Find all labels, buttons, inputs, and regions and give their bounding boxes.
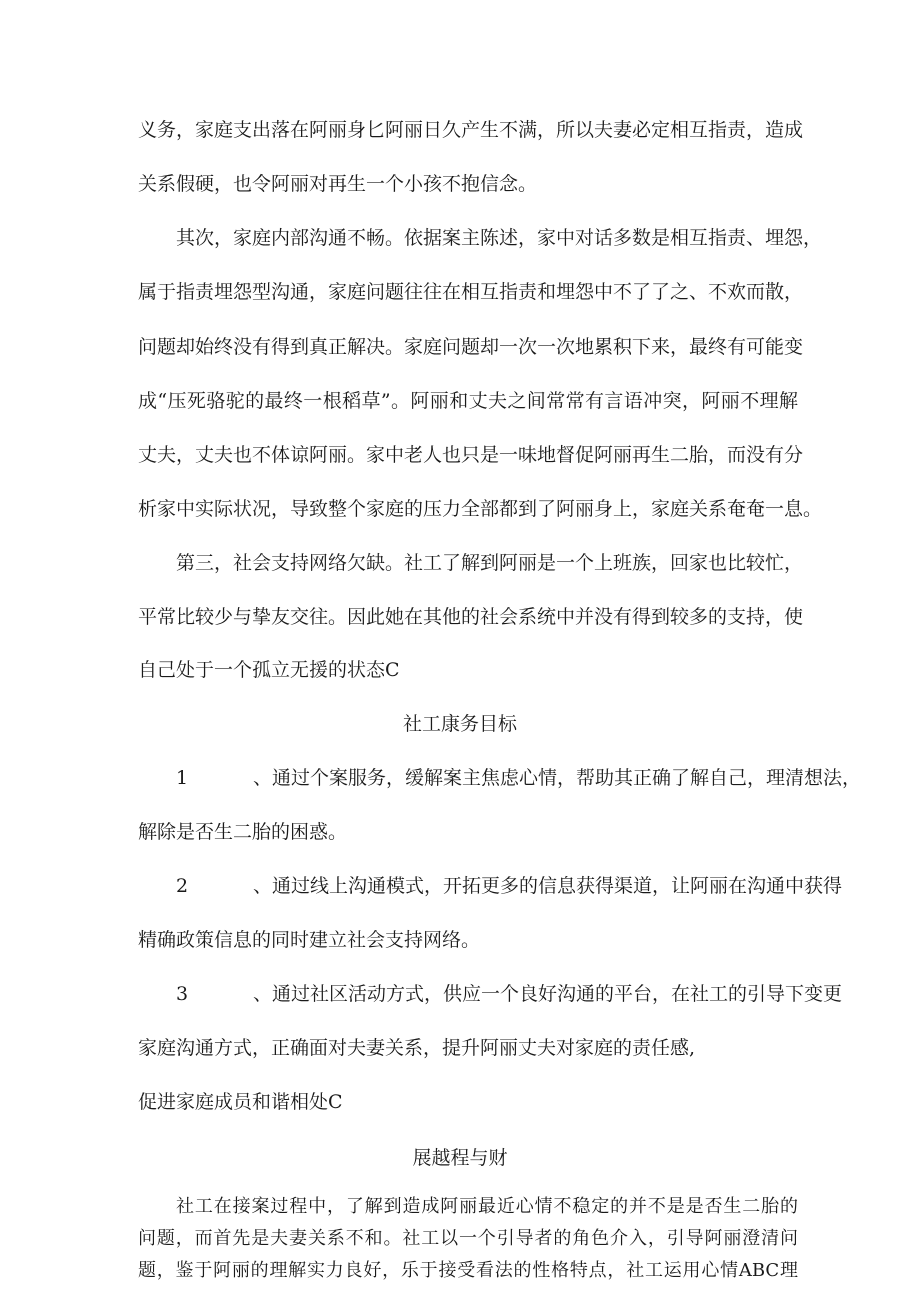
paragraph-line: 平常比较少与挚友交往。因此她在其他的社会系统中并没有得到较多的支持，使 bbox=[138, 606, 804, 628]
paragraph-line: 自己处于一个孤立无援的状态C bbox=[138, 659, 400, 681]
goal-item-line: 促进家庭成员和谐相处C bbox=[138, 1091, 343, 1113]
paragraph-line: 问题却始终没有得到真正解决。家庭问题却一次一次地累积下来，最终有可能变 bbox=[138, 336, 804, 358]
paragraph-line: 丈夫，丈夫也不体谅阿丽。家中老人也只是一味地督促阿丽再生二胎，而没有分 bbox=[138, 444, 804, 466]
paragraph-line: 义务，家庭支出落在阿丽身匕阿丽日久产生不满，所以夫妻必定相互指责，造成 bbox=[138, 119, 804, 141]
paragraph-line: 第三，社会支持网络欠缺。社工了解到阿丽是一个上班族，回家也比较忙， bbox=[176, 552, 804, 574]
paragraph-line: 社工在接案过程中，了解到造成阿丽最近心情不稳定的并不是是否生二胎的 bbox=[176, 1196, 798, 1217]
goal-item-line: 家庭沟通方式，正确面对夫妻关系，提升阿丽丈夫对家庭的责任感, bbox=[138, 1037, 696, 1059]
goal-item-line: 解除是否生二胎的困惑。 bbox=[138, 821, 348, 843]
goal-text: 通过线上沟通模式，开拓更多的信息获得渠道，让阿丽在沟通中获得 bbox=[272, 875, 843, 897]
section-heading-process: 展越程与财 bbox=[412, 1147, 508, 1169]
paragraph-line: 题，鉴于阿丽的理解实力良好，乐于接受看法的性格特点，社工运用心情ABC理 bbox=[138, 1260, 798, 1281]
goal-text: 通过个案服务，缓解案主焦虑心情，帮助其正确了解自己，理清想法， bbox=[272, 767, 862, 789]
goal-text: 通过社区活动方式，供应一个良好沟通的平台，在社工的引导下变更 bbox=[272, 983, 843, 1005]
paragraph-line: 关系假硬，也令阿丽对再生一个小孩不抱信念。 bbox=[138, 173, 538, 195]
paragraph-line: 属于指责埋怨型沟通，家庭问题往往在相互指责和埋怨中不了了之、不欢而散， bbox=[138, 281, 804, 303]
goal-item-line: 精确政策信息的同时建立社会支持网络。 bbox=[138, 929, 481, 951]
paragraph-line: 其次，家庭内部沟通不畅。依据案主陈述，家中对话多数是相互指责、埋怨， bbox=[176, 227, 823, 249]
goal-number: 3、 bbox=[176, 983, 272, 1005]
paragraph-line: 问题，而首先是夫妻关系不和。社工以一个引导者的角色介入，引导阿丽澄清问 bbox=[138, 1228, 798, 1249]
goal-number: 2、 bbox=[176, 875, 272, 897]
goal-item-first-line bbox=[176, 766, 862, 790]
paragraph-line: 成“压死骆驼的最终一根稻草”。阿丽和丈夫之间常常有言语冲突，阿丽不理解 bbox=[138, 390, 798, 412]
goal-item-first-line bbox=[176, 874, 843, 898]
goal-item-first-line bbox=[176, 982, 843, 1006]
paragraph-line: 析家中实际状况，导致整个家庭的压力全部都到了阿丽身上，家庭关系奄奄一息。 bbox=[138, 498, 823, 520]
section-heading-goals: 社工康务目标 bbox=[402, 713, 517, 735]
goal-number: 1、 bbox=[176, 767, 272, 789]
